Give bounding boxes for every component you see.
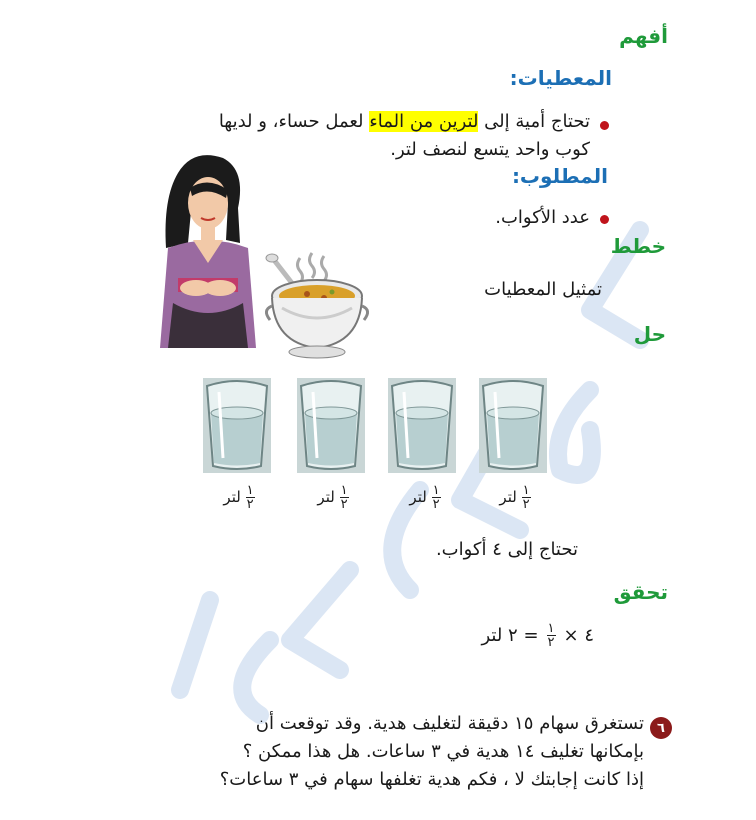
bullet	[600, 121, 609, 130]
bullet	[600, 215, 609, 224]
girl-illustration	[138, 148, 268, 358]
fraction-half: $\frac{١}{٢}$	[522, 483, 530, 512]
heading-solve: حل	[633, 322, 666, 346]
verify-equation	[481, 622, 594, 649]
required-item: عدد الأكواب.	[495, 207, 590, 228]
equation-left: ٤ ×	[563, 625, 594, 646]
heading-verify: تحقق	[613, 580, 668, 604]
givens-line1: تحتاج أمية إلى لترين من الماء لعمل حساء، و لديها	[218, 111, 590, 132]
problem-line: إذا كانت إجابتك لا ، فكم هدية تغلفها سهام في ٣ ساعات؟	[219, 769, 644, 790]
fraction-half: $\frac{١}{٢}$	[432, 483, 440, 512]
soup-pot-icon	[262, 248, 372, 360]
water-glass-icon	[203, 378, 271, 473]
givens-line2: كوب واحد يتسع لنصف لتر.	[390, 139, 590, 160]
problem-line: تستغرق سهام ١٥ دقيقة لتغليف هدية. وقد توقعت أن	[255, 713, 644, 734]
highlight-two-liters: لترين من الماء	[369, 111, 479, 132]
glass-label: $\frac{١}{٢}$ لتر	[499, 483, 530, 512]
fraction-half: $\frac{١}{٢}$	[547, 621, 555, 650]
glass-label: $\frac{١}{٢}$ لتر	[317, 483, 348, 512]
heading-required: المطلوب:	[511, 164, 608, 188]
glass-label: $\frac{١}{٢}$ لتر	[409, 483, 440, 512]
glass-label: $\frac{١}{٢}$ لتر	[223, 483, 254, 512]
heading-plan: خطط	[610, 234, 666, 258]
heading-givens: المعطيات:	[509, 66, 612, 90]
problem-number-badge: ٦	[650, 717, 672, 739]
water-glass-icon	[479, 378, 547, 473]
fraction-half: $\frac{١}{٢}$	[340, 483, 348, 512]
equation-right: = ٢ لتر	[481, 625, 539, 646]
problem-line: بإمكانها تغليف ١٤ هدية في ٣ ساعات. هل هذا ممكن ؟	[242, 741, 644, 762]
plan-text: تمثيل المعطيات	[484, 279, 602, 300]
heading-understand: أفهم	[619, 24, 668, 48]
solve-result: تحتاج إلى ٤ أكواب.	[435, 539, 578, 560]
fraction-half: $\frac{١}{٢}$	[246, 483, 254, 512]
water-glass-icon	[388, 378, 456, 473]
problem-6-text	[84, 710, 644, 794]
water-glass-icon	[297, 378, 365, 473]
